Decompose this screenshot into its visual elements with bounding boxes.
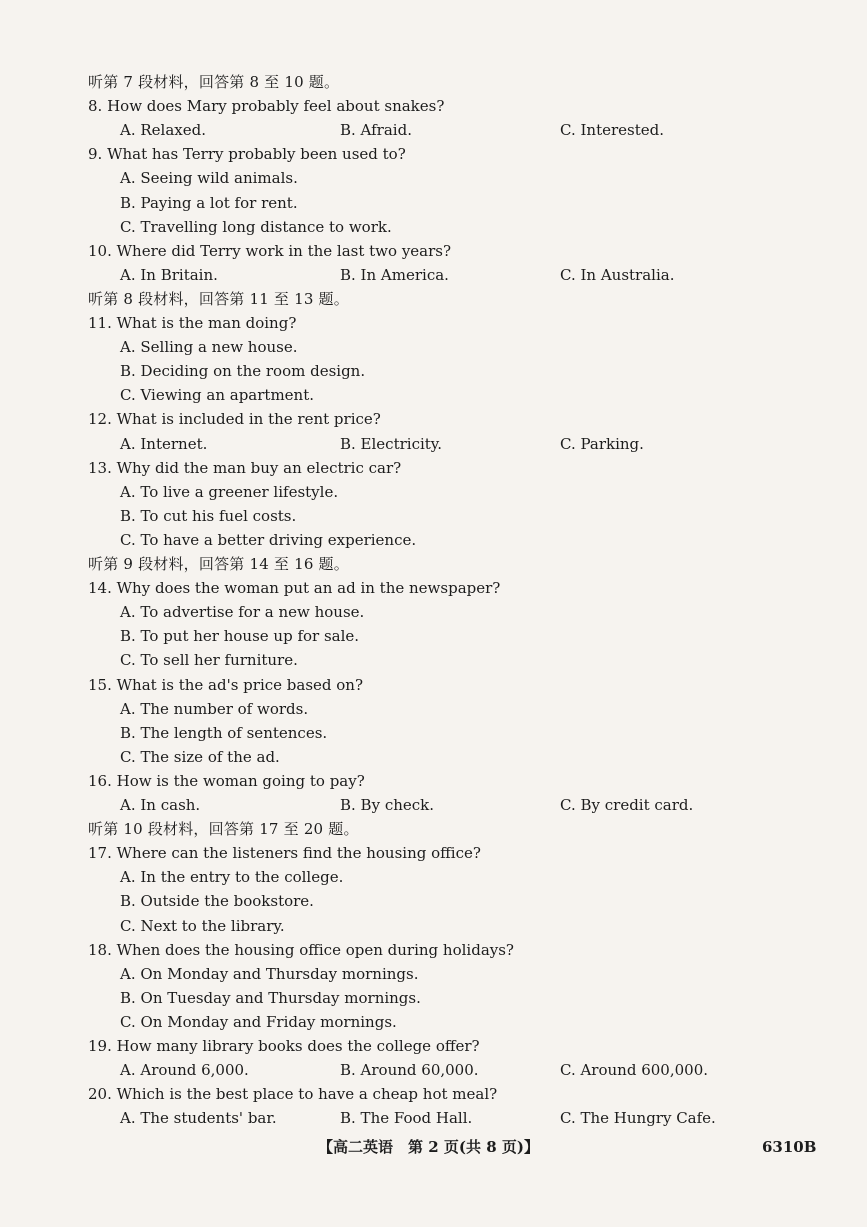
question-line bbox=[0, 407, 867, 431]
answer-option: C. The Hungry Cafe. bbox=[560, 1109, 716, 1128]
question-text: 14. Why does the woman put an ad in the newspaper? bbox=[88, 579, 501, 598]
question-text: 12. What is included in the rent price? bbox=[88, 410, 381, 429]
option-line bbox=[0, 383, 867, 407]
answer-option: A. On Monday and Thursday mornings. bbox=[120, 964, 419, 983]
option-line bbox=[0, 721, 867, 745]
answer-option: B. Outside the bookstore. bbox=[120, 892, 314, 911]
answer-option: B. Around 60,000. bbox=[340, 1061, 479, 1080]
question-line bbox=[0, 142, 867, 166]
options-row bbox=[0, 793, 867, 817]
question-text: 13. Why did the man buy an electric car? bbox=[88, 458, 402, 477]
question-line bbox=[0, 239, 867, 263]
question-line bbox=[0, 94, 867, 118]
answer-option: A. To advertise for a new house. bbox=[120, 603, 365, 622]
option-line bbox=[0, 504, 867, 528]
section-line bbox=[0, 287, 867, 311]
options-row bbox=[0, 432, 867, 456]
options-row bbox=[0, 263, 867, 287]
section-heading: 听第 9 段材料，回答第 14 至 16 题。 bbox=[88, 555, 349, 573]
question-line bbox=[0, 938, 867, 962]
answer-option: B. On Tuesday and Thursday mornings. bbox=[120, 988, 421, 1007]
option-line bbox=[0, 889, 867, 913]
question-text: 8. How does Mary probably feel about snakes? bbox=[88, 97, 445, 116]
option-line bbox=[0, 528, 867, 552]
question-text: 16. How is the woman going to pay? bbox=[88, 771, 365, 790]
answer-option: C. In Australia. bbox=[560, 265, 675, 284]
answer-option: B. By check. bbox=[340, 796, 435, 814]
section-line bbox=[0, 817, 867, 841]
question-text: 9. What has Terry probably been used to? bbox=[88, 145, 406, 164]
answer-option: A. Relaxed. bbox=[120, 121, 206, 140]
option-line bbox=[0, 480, 867, 504]
option-line bbox=[0, 745, 867, 769]
option-line bbox=[0, 1010, 867, 1034]
answer-option: B. Afraid. bbox=[340, 121, 412, 140]
answer-option: C. Interested. bbox=[560, 121, 664, 140]
question-text: 17. Where can the listeners find the housing office? bbox=[88, 844, 481, 863]
answer-option: C. Parking. bbox=[560, 434, 644, 453]
options-row bbox=[0, 1106, 867, 1130]
options-row bbox=[0, 118, 867, 142]
question-text: 19. How many library books does the college offer? bbox=[88, 1037, 480, 1055]
answer-option: B. The length of sentences. bbox=[120, 723, 328, 742]
option-line bbox=[0, 986, 867, 1010]
option-line bbox=[0, 600, 867, 624]
answer-option: A. In cash. bbox=[120, 796, 201, 814]
options-row bbox=[0, 1058, 867, 1082]
question-text: 10. Where did Terry work in the last two years? bbox=[88, 241, 452, 260]
section-heading: 听第 8 段材料，回答第 11 至 13 题。 bbox=[88, 289, 349, 308]
answer-option: B. In America. bbox=[340, 265, 449, 284]
exam-code: 6310B bbox=[762, 1138, 817, 1156]
option-line bbox=[0, 865, 867, 889]
answer-option: C. The size of the ad. bbox=[120, 747, 280, 766]
option-line bbox=[0, 624, 867, 648]
option-line bbox=[0, 648, 867, 672]
question-text: 11. What is the man doing? bbox=[88, 314, 297, 332]
question-text: 15. What is the ad's price based on? bbox=[88, 675, 364, 694]
answer-option: A. In the entry to the college. bbox=[120, 868, 344, 887]
option-line bbox=[0, 697, 867, 721]
answer-option: A. Seeing wild animals. bbox=[120, 169, 298, 188]
question-line bbox=[0, 1082, 867, 1106]
answer-option: A. Selling a new house. bbox=[120, 338, 298, 357]
option-line bbox=[0, 166, 867, 190]
answer-option: B. The Food Hall. bbox=[340, 1109, 473, 1128]
answer-option: C. Around 600,000. bbox=[560, 1061, 709, 1080]
option-line bbox=[0, 914, 867, 938]
answer-option: A. The students' bar. bbox=[120, 1109, 277, 1128]
question-text: 20. Which is the best place to have a cheap hot meal? bbox=[88, 1085, 498, 1104]
question-line bbox=[0, 673, 867, 697]
answer-option: C. Travelling long distance to work. bbox=[120, 217, 392, 236]
question-line bbox=[0, 841, 867, 865]
section-line bbox=[0, 552, 867, 576]
option-line bbox=[0, 335, 867, 359]
answer-option: C. By credit card. bbox=[560, 796, 694, 814]
answer-option: C. Viewing an apartment. bbox=[120, 386, 315, 405]
answer-option: B. To cut his fuel costs. bbox=[120, 506, 297, 525]
answer-option: A. In Britain. bbox=[120, 265, 218, 284]
question-line bbox=[0, 769, 867, 793]
answer-option: B. To put her house up for sale. bbox=[120, 627, 360, 646]
section-heading: 听第 10 段材料，回答第 17 至 20 题。 bbox=[88, 820, 359, 839]
answer-option: A. To live a greener lifestyle. bbox=[120, 482, 339, 501]
answer-option: B. Paying a lot for rent. bbox=[120, 193, 298, 212]
page-number-label: 【高二英语 第 2 页(共 8 页)】 bbox=[318, 1138, 539, 1156]
question-line bbox=[0, 576, 867, 600]
section-line bbox=[0, 70, 867, 94]
option-line bbox=[0, 359, 867, 383]
question-line bbox=[0, 456, 867, 480]
answer-option: A. Internet. bbox=[120, 434, 208, 453]
answer-option: A. The number of words. bbox=[120, 699, 309, 718]
answer-option: B. Electricity. bbox=[340, 434, 443, 453]
answer-option: A. Around 6,000. bbox=[120, 1061, 249, 1080]
answer-option: C. On Monday and Friday mornings. bbox=[120, 1012, 397, 1031]
section-heading: 听第 7 段材料，回答第 8 至 10 题。 bbox=[88, 73, 340, 91]
question-line bbox=[0, 311, 867, 335]
answer-option: C. To have a better driving experience. bbox=[120, 530, 417, 549]
page-footer bbox=[0, 1134, 867, 1160]
answer-option: C. Next to the library. bbox=[120, 916, 285, 935]
answer-option: C. To sell her furniture. bbox=[120, 651, 298, 670]
option-line bbox=[0, 215, 867, 239]
answer-option: B. Deciding on the room design. bbox=[120, 362, 366, 381]
option-line bbox=[0, 191, 867, 215]
question-line bbox=[0, 1034, 867, 1058]
option-line bbox=[0, 962, 867, 986]
question-text: 18. When does the housing office open during holidays? bbox=[88, 940, 514, 959]
